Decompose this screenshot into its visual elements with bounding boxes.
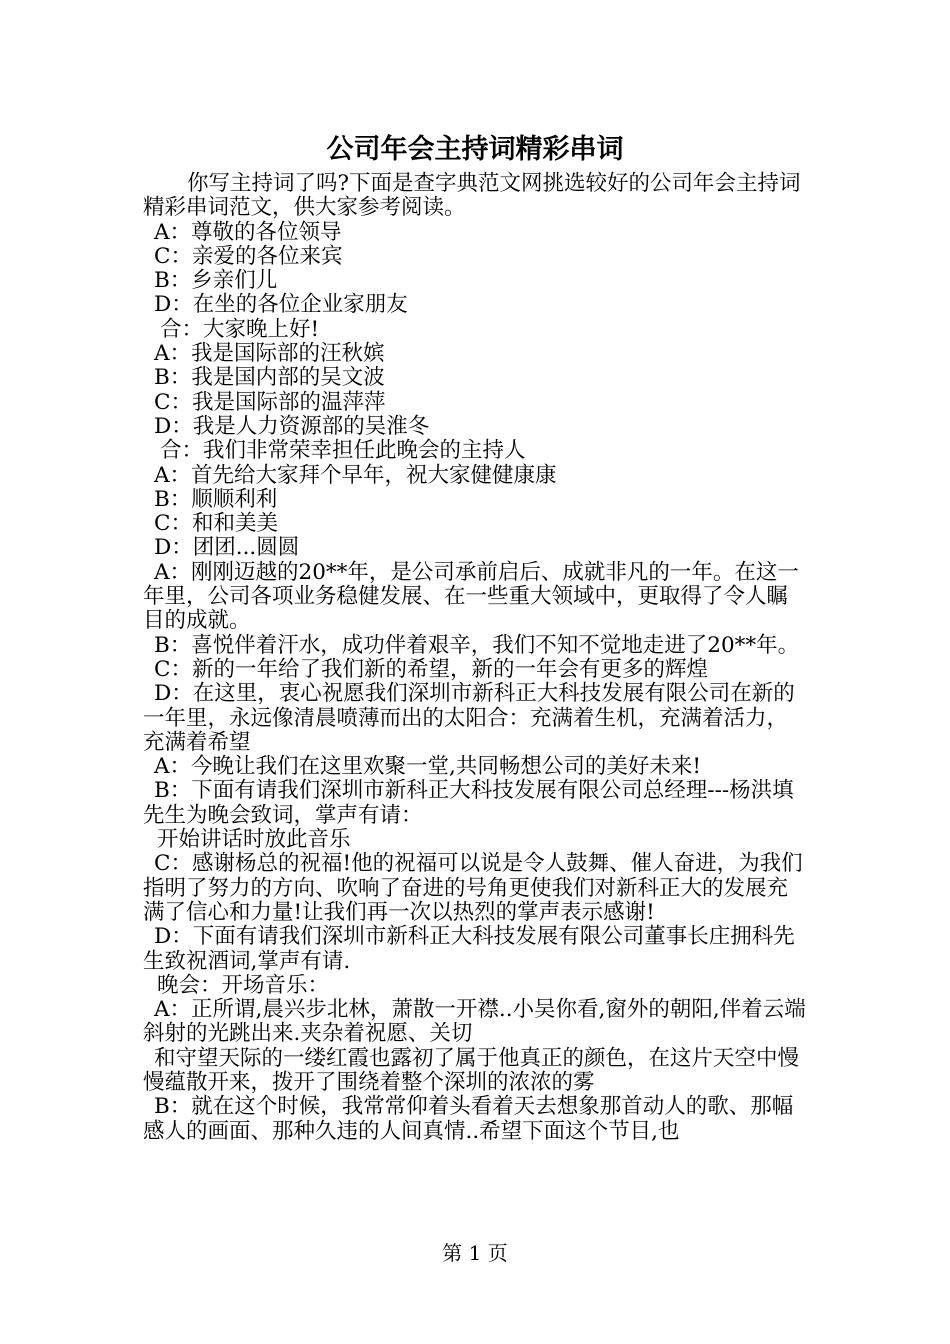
script-line: D：在这里，衷心祝愿我们深圳市新科正大科技发展有限公司在新的一年里，永远像清晨喷薄而出的太阳合：充满着生机，充满着活力，充满着希望 bbox=[143, 681, 795, 755]
script-line: B：乡亲们儿 bbox=[154, 268, 278, 294]
script-line: A：刚刚迈越的20**年，是公司承前启后、成就非凡的一年。在这一年里，公司各项业务稳健发展、在一些重大领域中，更取得了令人瞩目的成就。 bbox=[143, 559, 799, 634]
script-line: A：今晚让我们在这里欢聚一堂,共同畅想公司的美好未来! bbox=[154, 754, 702, 780]
script-line: B：喜悦伴着汗水，成功伴着艰辛，我们不知不觉地走进了20**年。 bbox=[154, 632, 800, 658]
stage-direction: 晚会：开场音乐： bbox=[157, 972, 330, 998]
document-body bbox=[143, 172, 807, 1144]
script-line: B：我是国内部的吴文波 bbox=[154, 365, 385, 391]
script-line: D：在坐的各位企业家朋友 bbox=[154, 292, 408, 318]
script-line: A：尊敬的各位领导 bbox=[154, 219, 342, 245]
script-line: 和守望天际的一缕红霞也露初了属于他真正的颜色，在这片天空中慢慢蕴散开来，拨开了围绕着整个深圳的浓浓的雾 bbox=[143, 1045, 800, 1095]
script-line: D：团团...圆圆 bbox=[154, 535, 300, 561]
script-line: B：就在这个时候，我常常仰着头看着天去想象那首动人的歌、那幅感人的画面、那种久违的人间真情..希望下面这个节目,也 bbox=[143, 1094, 794, 1144]
script-line: 合：我们非常荣幸担任此晚会的主持人 bbox=[160, 438, 526, 464]
script-line: C：新的一年给了我们新的希望，新的一年会有更多的辉煌 bbox=[154, 656, 708, 682]
script-line: C：和和美美 bbox=[154, 511, 278, 537]
script-line: A：我是国际部的汪秋嫔 bbox=[154, 341, 385, 367]
intro-paragraph: 你写主持词了吗?下面是查字典范文网挑选较好的公司年会主持词精彩串词范文，供大家参考阅读。 bbox=[143, 171, 801, 221]
script-line: A：正所谓,晨兴步北林，萧散一开襟..小吴你看,窗外的朝阳,伴着云端斜射的光跳出来.夹杂着祝愿、关切 bbox=[143, 997, 806, 1047]
stage-direction: 开始讲话时放此音乐 bbox=[157, 827, 351, 853]
script-line: 合：大家晚上好! bbox=[160, 316, 320, 342]
script-line: C：亲爱的各位来宾 bbox=[154, 243, 343, 269]
script-line: B：下面有请我们深圳市新科正大科技发展有限公司总经理---杨洪填先生为晚会致词，掌声有请： bbox=[143, 778, 794, 828]
script-line: C：我是国际部的温萍萍 bbox=[154, 389, 386, 415]
script-line: D：我是人力资源部的吴淮冬 bbox=[154, 413, 430, 439]
page-number: 第 1 页 bbox=[442, 1241, 508, 1265]
script-line: B：顺顺利利 bbox=[154, 486, 278, 512]
script-line: C：感谢杨总的祝福!他的祝福可以说是令人鼓舞、催人奋进，为我们指明了努力的方向、吹响了奋进的号角更使我们对新科正大的发展充满了信心和力量!让我们再一次以热烈的掌声表示感谢! bbox=[143, 851, 803, 925]
script-line: A：首先给大家拜个早年，祝大家健健康康 bbox=[154, 462, 557, 488]
document-title: 公司年会主持词精彩串词 bbox=[326, 134, 624, 165]
script-line: D：下面有请我们深圳市新科正大科技发展有限公司董事长庄拥科先生致祝酒词,掌声有请. bbox=[143, 924, 795, 974]
